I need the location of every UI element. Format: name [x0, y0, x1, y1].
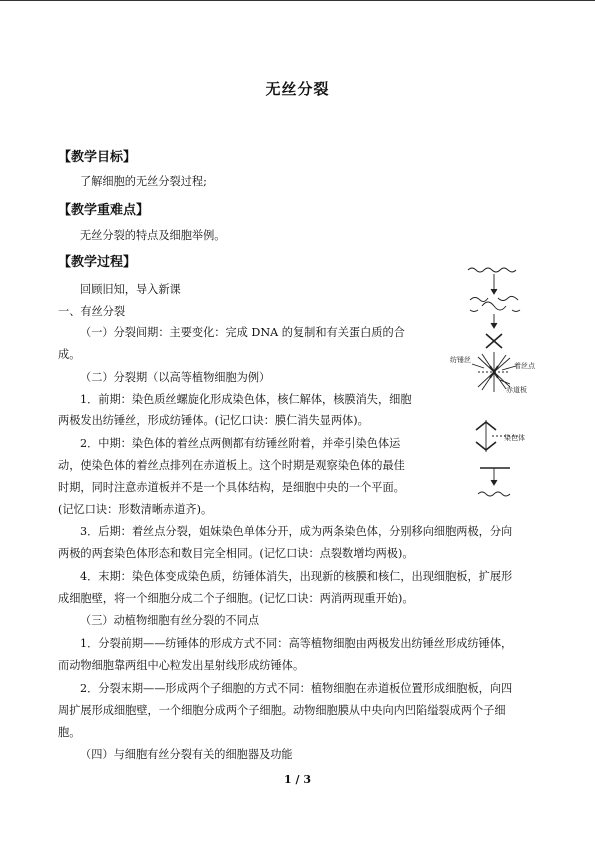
label-spindle: 纺锤丝 [450, 356, 471, 364]
label-centromere: 着丝点 [514, 362, 535, 370]
body-line: 一、有丝分裂 [58, 305, 126, 318]
body-line: 2．中期：染色体的着丝点两侧都有纺锤丝附着，并牵引染色体运 [80, 437, 401, 450]
body-line: 1．前期：染色质丝螺旋化形成染色体，核仁解体，核膜消失，细胞 [80, 393, 412, 406]
body-line: 回顾旧知，导入新课 [80, 283, 181, 296]
heading-teaching-process: 【教学过程】 [58, 255, 137, 270]
page-number: 1 / 3 [284, 773, 311, 786]
label-chromosome: 染色体 [504, 434, 525, 442]
body-line: 时期，同时注意赤道板并不是一个具体结构，是细胞中央的一个平面。 [58, 481, 405, 494]
body-line: 3．后期：着丝点分裂，姐妹染色单体分开，成为两条染色体，分别移向细胞两极，分向 [80, 525, 513, 538]
body-line: 1．分裂前期——纺锤体的形成方式不同：高等植物细胞由两极发出纺锤丝形成纺锤体， [80, 637, 513, 650]
body-line: 两极的两套染色体形态和数目完全相同。(记忆口诀：点裂数增均两极)。 [58, 547, 414, 560]
body-line: 两极发出纺锤丝，形成纺锤体。(记忆口诀：膜仁消失显两体)。 [58, 414, 369, 427]
key-text: 无丝分裂的特点及细胞举例。 [80, 229, 226, 242]
heading-teaching-goal: 【教学目标】 [58, 150, 137, 165]
body-line: 胞。 [58, 726, 81, 739]
body-line: 2．分裂末期——形成两个子细胞的方式不同：植物细胞在赤道板位置形成细胞板，向四 [80, 682, 513, 695]
page-title: 无丝分裂 [265, 80, 330, 98]
body-line: 4．末期：染色体变成染色质，纺锤体消失，出现新的核膜和核仁，出现细胞板，扩展形 [80, 570, 513, 583]
heading-key-points: 【教学重难点】 [58, 203, 150, 218]
label-equator: 赤道板 [506, 386, 527, 394]
top-rule [0, 0, 595, 1]
goal-text: 了解细胞的无丝分裂过程; [80, 175, 207, 188]
mitosis-diagram [448, 262, 544, 502]
body-line: （三）动植物细胞有丝分裂的不同点 [80, 614, 260, 627]
body-line: 成。 [58, 348, 81, 361]
body-line: 成细胞壁，将一个细胞分成二个子细胞。(记忆口诀：两消两现重开始)。 [58, 592, 414, 605]
body-line: 而动物细胞靠两组中心粒发出星射线形成纺锤体。 [58, 659, 305, 672]
body-line: 周扩展形成细胞壁，一个细胞分成两个子细胞。动物细胞膜从中央向内凹陷缢裂成两个子细 [58, 704, 506, 717]
body-line: 动，使染色体的着丝点排列在赤道板上。这个时期是观察染色体的最佳 [58, 459, 405, 472]
body-line: （一）分裂间期：主要变化：完成 DNA 的复制和有关蛋白质的合 [80, 326, 405, 339]
body-line: （二）分裂期（以高等植物细胞为例） [80, 371, 271, 384]
body-line: （四）与细胞有丝分裂有关的细胞器及功能 [80, 748, 293, 761]
body-line: (记忆口诀：形数清晰赤道齐)。 [58, 503, 213, 516]
